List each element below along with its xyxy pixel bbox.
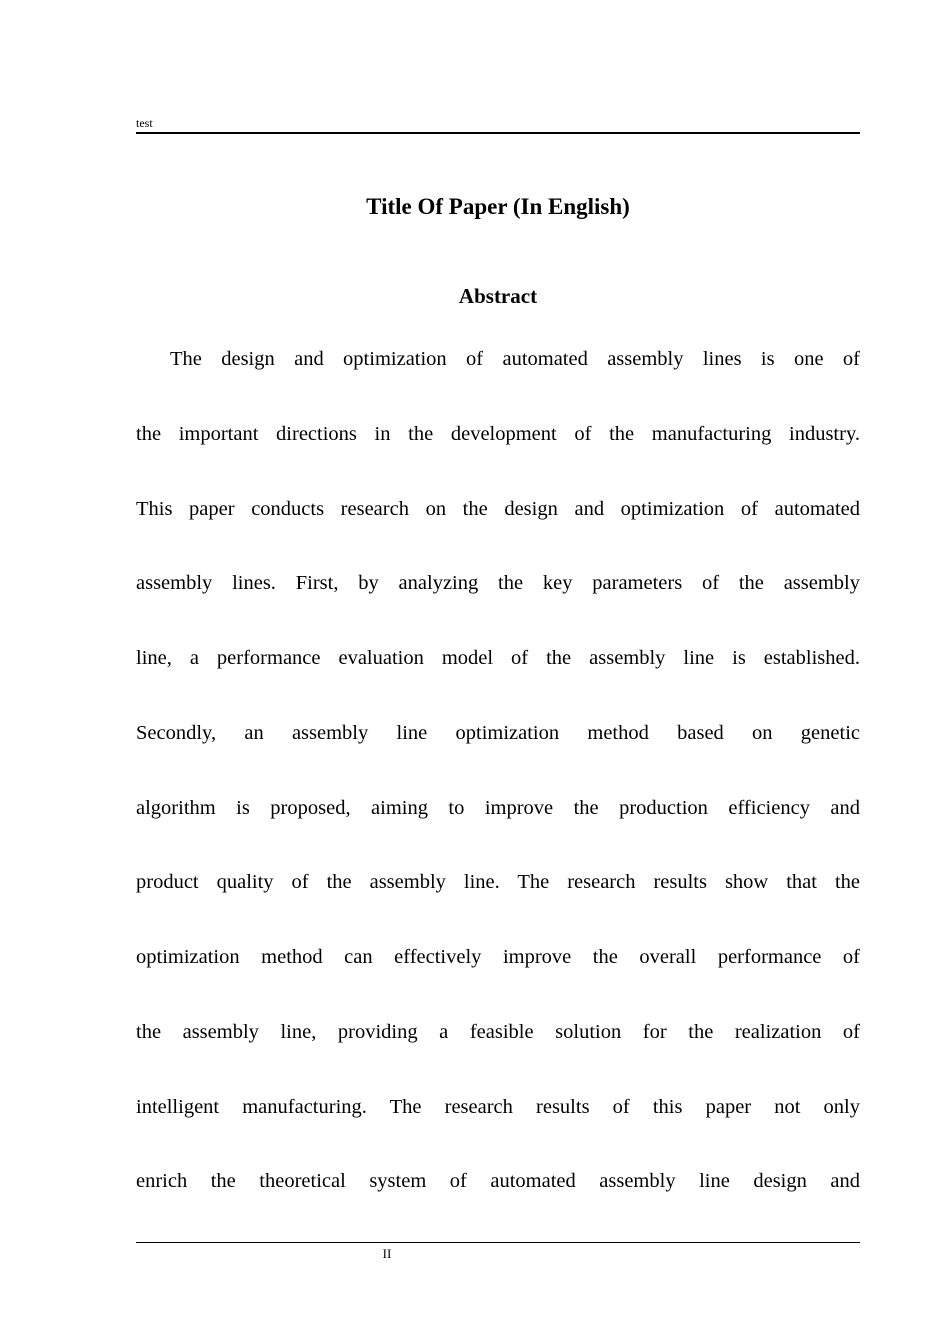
abstract-line: intelligent manufacturing. The research results of this paper not only — [136, 1095, 860, 1118]
page-number: II — [382, 1246, 392, 1261]
abstract-line: line, a performance evaluation model of the assembly line is established. — [136, 647, 860, 669]
running-header — [136, 114, 860, 134]
abstract-line: optimization method can effectively improve the overall performance of — [136, 946, 860, 968]
abstract-line: This paper conducts research on the design and optimization of automated — [136, 497, 860, 520]
abstract-line: the important directions in the development of the manufacturing industry. — [136, 422, 860, 445]
abstract-line: assembly lines. First, by analyzing the key parameters of the assembly — [136, 572, 860, 595]
abstract-line: product quality of the assembly line. The research results show that the — [136, 871, 860, 894]
abstract-line: The design and optimization of automated assembly lines is one of — [170, 348, 860, 370]
abstract-line: algorithm is proposed, aiming to improve the production efficiency and — [136, 796, 860, 819]
running-header-title: test — [136, 116, 153, 130]
running-footer-rule — [136, 1242, 860, 1243]
abstract-body — [136, 334, 860, 1214]
abstract-heading: Abstract — [458, 284, 538, 308]
abstract-line: enrich the theoretical system of automated assembly line design and — [136, 1170, 860, 1193]
paper-title: Title Of Paper (In English) — [366, 194, 630, 219]
abstract-line: the assembly line, providing a feasible solution for the realization of — [136, 1020, 860, 1043]
abstract-line: Secondly, an assembly line optimization method based on genetic — [136, 721, 860, 744]
